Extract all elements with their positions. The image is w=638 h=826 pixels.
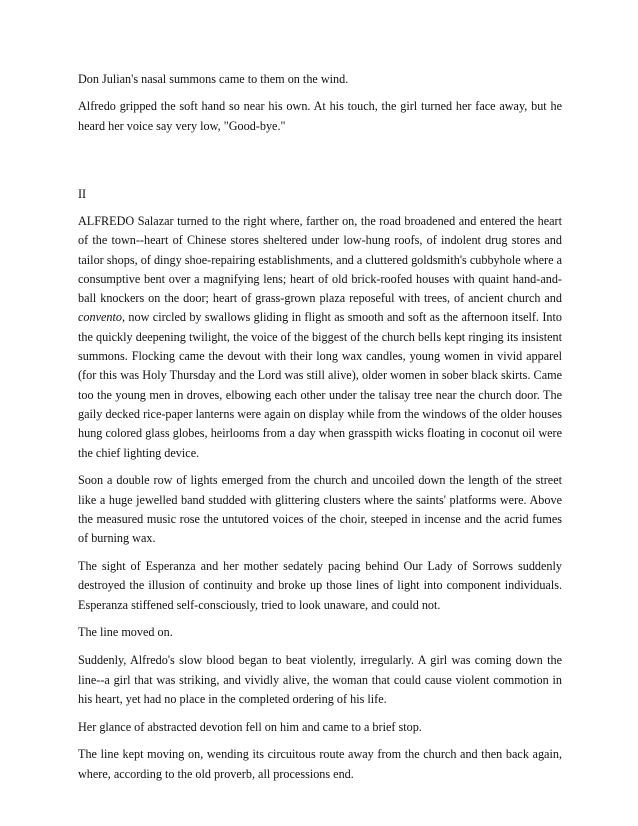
paragraph-town-text-b: now circled by swallows gliding in flight as smooth and soft as the afternoon itself. Into the quickly deepening twilight, the voice of the biggest of the church bells kept ringing its insistent summons. Flocking came the devout with their long wax candles, young women in vivid apparel (for this was Holy Thursday and the Lord was still alive), older women in sober black skirts. Came too the young men in droves, elbowing each other under the talisay tree near the church door. The gaily decked rice-paper lanterns were again on display while from the windows of the older houses hung colored glass globes, heirlooms from a day when grasspith wicks floating in coconut oil were the chief lighting device. [78,310,562,460]
paragraph-line-moved: The line moved on. [78,625,173,640]
paragraph-town-text-a: ALFREDO Salazar turned to the right where, farther on, the road broadened and entered the heart of the town--heart of Chinese stores sheltered under low-hung roofs, of indolent drug stores and tailor shops, of dingy shoe-repairing establishments, and a cluttered goldsmith's cubbyhole where a consumptive bent over a magnifying lens; heart of old brick-roofed houses with quaint hand-and-ball knockers on the door; heart of grass-grown plaza reposeful with trees, of ancient church and [78,214,562,306]
section-body [78,212,562,793]
paragraph-alfredo-blood: Suddenly, Alfredo's slow blood began to beat violently, irregularly. A girl was coming down the line--a girl that was striking, and vividly alive, the woman that could cause violent commotion in his heart, yet had no place in the completed ordering of his life. [78,653,562,706]
paragraph-glance: Her glance of abstracted devotion fell on him and came to a brief stop. [78,719,422,734]
paragraph-processions: The line kept moving on, wending its circuitous route away from the church and then back again, where, according to the old proverb, all processions end. [78,747,562,781]
italic-word-convento: convento, [78,310,126,325]
paragraph-town [78,212,562,463]
paragraph-lights: Soon a double row of lights emerged from the church and uncoiled down the length of the street like a huge jewelled band studded with glittering clusters where the saints' platforms were. Above the measured music rose the untutored voices of the choir, steeped in incense and the acrid fumes of burning wax. [78,473,562,546]
paragraph-summons: Don Julian's nasal summons came to them on the wind. [78,72,349,86]
document-page [78,70,562,781]
section-heading: II [78,187,87,201]
paragraph-goodbye: Alfredo gripped the soft hand so near his own. At his touch, the girl turned her face away, but he heard her voice say very low, "Good-bye." [78,99,562,133]
paragraph-esperanza: The sight of Esperanza and her mother sedately pacing behind Our Lady of Sorrows suddenly destroyed the illusion of continuity and broke up those lines of light into component individuals. Esperanza stiffened self-consciously, tried to look unaware, and could not. [78,559,562,612]
